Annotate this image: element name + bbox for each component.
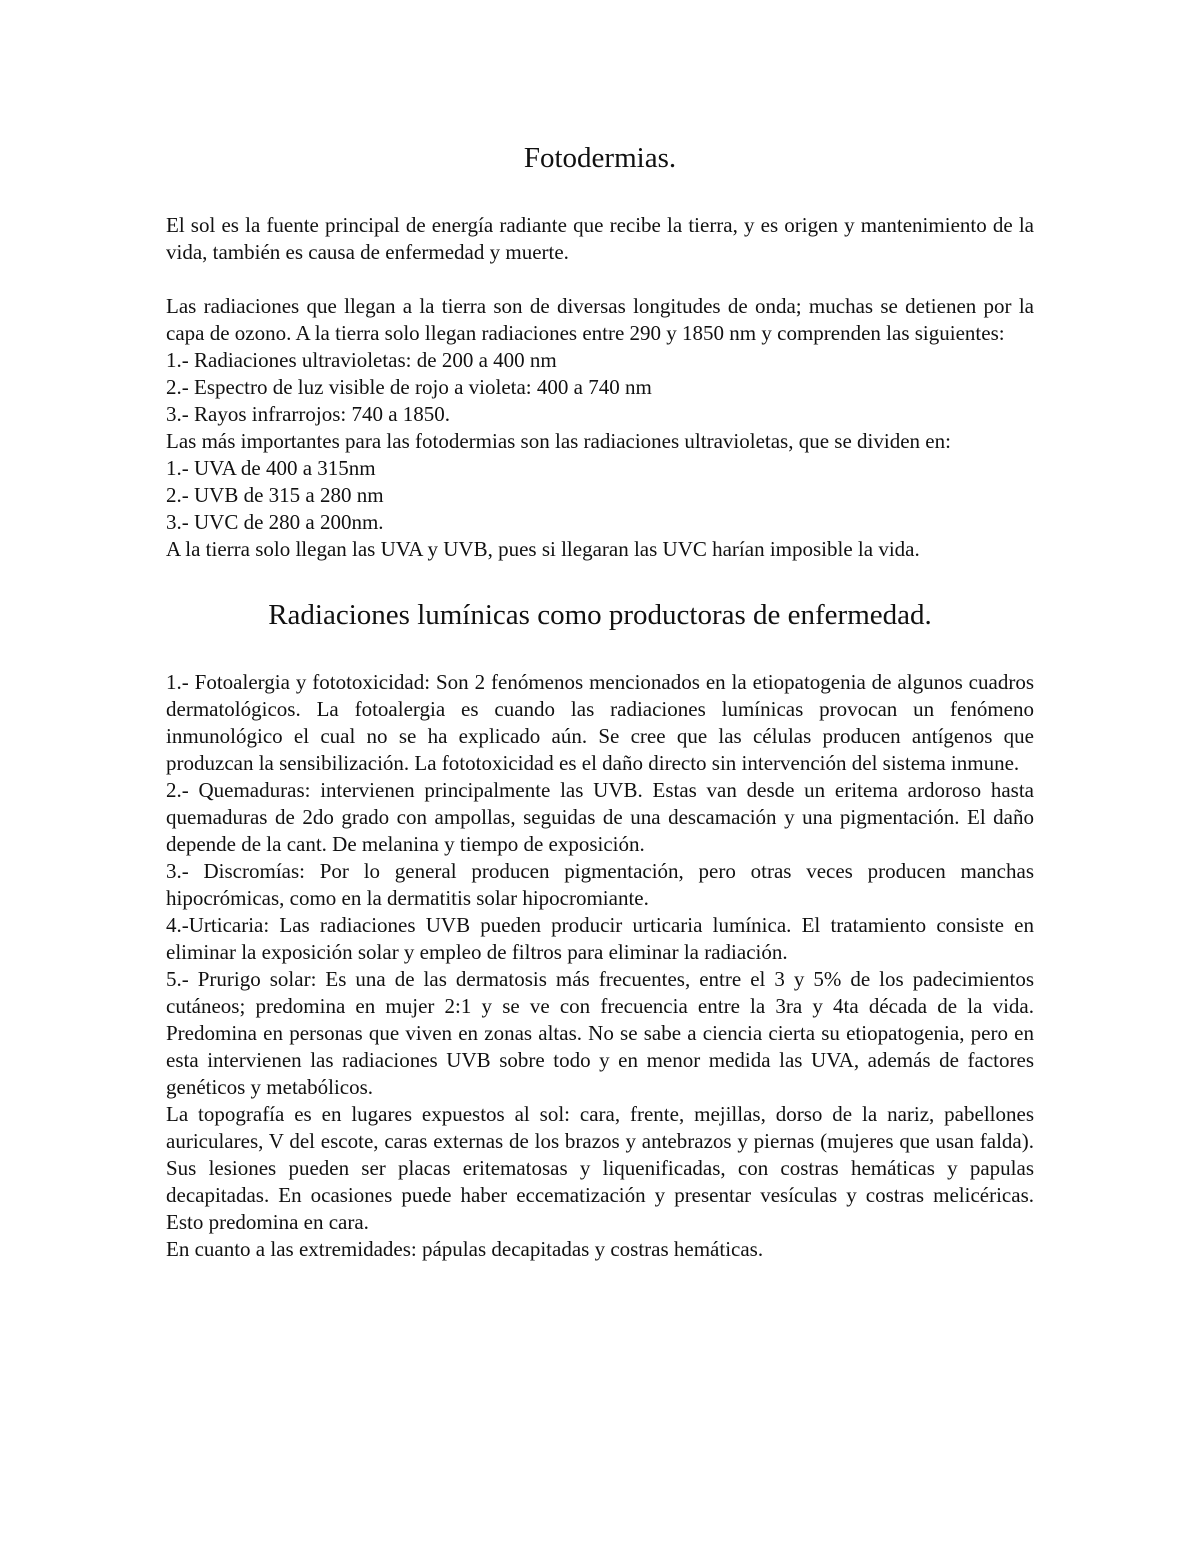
extremities-paragraph: En cuanto a las extremidades: pápulas decapitadas y costras hemáticas.: [166, 1237, 764, 1261]
section-subtitle: Radiaciones lumínicas como productoras de enfermedad.: [268, 599, 932, 631]
radiation-list-item: 2.- Espectro de luz visible de rojo a violeta: 400 a 740 nm: [166, 375, 652, 399]
uv-paragraph: Las más importantes para las fotodermias son las radiaciones ultravioletas, que se dividen en:: [166, 429, 951, 453]
disease-item: 3.- Discromías: Por lo general producen pigmentación, pero otras veces producen manchas hipocrómicas, como en la dermatitis solar hipocromiante.: [166, 859, 1034, 910]
document-title: Fotodermias.: [523, 142, 677, 174]
radiation-list-item: 1.- Radiaciones ultravioletas: de 200 a 400 nm: [166, 348, 557, 372]
uv-list-item: 2.- UVB de 315 a 280 nm: [166, 483, 384, 507]
disease-item: 1.- Fotoalergia y fototoxicidad: Son 2 fenómenos mencionados en la etiopatogenia de algunos cuadros dermatológicos. La fotoalergia es cuando las radiaciones lumínicas provocan un fenómeno inmunológico el cual no se ha explicado aún. Se cree que las células producen antígenos que produzcan la sensibilización. La fototoxicidad es el daño directo sin intervención del sistema inmune.: [166, 670, 1034, 775]
document-page: [166, 140, 1034, 1263]
radiation-paragraph: Las radiaciones que llegan a la tierra son de diversas longitudes de onda; muchas se detienen por la capa de ozono. A la tierra solo llegan radiaciones entre 290 y 1850 nm y comprenden las siguientes:: [166, 294, 1034, 345]
disease-item: 4.-Urticaria: Las radiaciones UVB pueden producir urticaria lumínica. El tratamiento consiste en eliminar la exposición solar y empleo de filtros para eliminar la radiación.: [166, 913, 1034, 964]
lesions-paragraph: Sus lesiones pueden ser placas eritematosas y liquenificadas, con costras hemáticas y papulas decapitadas. En ocasiones puede haber eccematización y presentar vesículas y costras melicéricas. Esto predomina en cara.: [166, 1156, 1034, 1234]
uv-list-item: 3.- UVC de 280 a 200nm.: [166, 510, 384, 534]
radiation-list-item: 3.- Rayos infrarrojos: 740 a 1850.: [166, 402, 451, 426]
disease-item: 2.- Quemaduras: intervienen principalmente las UVB. Estas van desde un eritema ardoroso hasta quemaduras de 2do grado con ampollas, seguidas de una descamación y una pigmentación. El daño depende de la cant. De melanina y tiempo de exposición.: [166, 778, 1034, 856]
paragraph-gap: [166, 266, 1034, 293]
intro-paragraph: El sol es la fuente principal de energía radiante que recibe la tierra, y es origen y mantenimiento de la vida, también es causa de enfermedad y muerte.: [166, 213, 1034, 264]
uv-list-item: 1.- UVA de 400 a 315nm: [166, 456, 376, 480]
disease-item: 5.- Prurigo solar: Es una de las dermatosis más frecuentes, entre el 3 y 5% de los padecimientos cutáneos; predomina en mujer 2:1 y se ve con frecuencia entre la 3ra y 4ta década de la vida. Predomina en personas que viven en zonas altas. No se sabe a ciencia cierta su etiopatogenia, pero en esta intervienen las radiaciones UVB sobre todo y en menor medida las UVA, además de factores genéticos y metabólicos.: [166, 967, 1034, 1099]
uv-conclusion: A la tierra solo llegan las UVA y UVB, pues si llegaran las UVC harían imposible la vida.: [166, 537, 920, 561]
topography-paragraph: La topografía es en lugares expuestos al sol: cara, frente, mejillas, dorso de la nariz, pabellones auriculares, V del escote, caras externas de los brazos y antebrazos y piernas (mujeres que usan falda).: [166, 1102, 1034, 1153]
